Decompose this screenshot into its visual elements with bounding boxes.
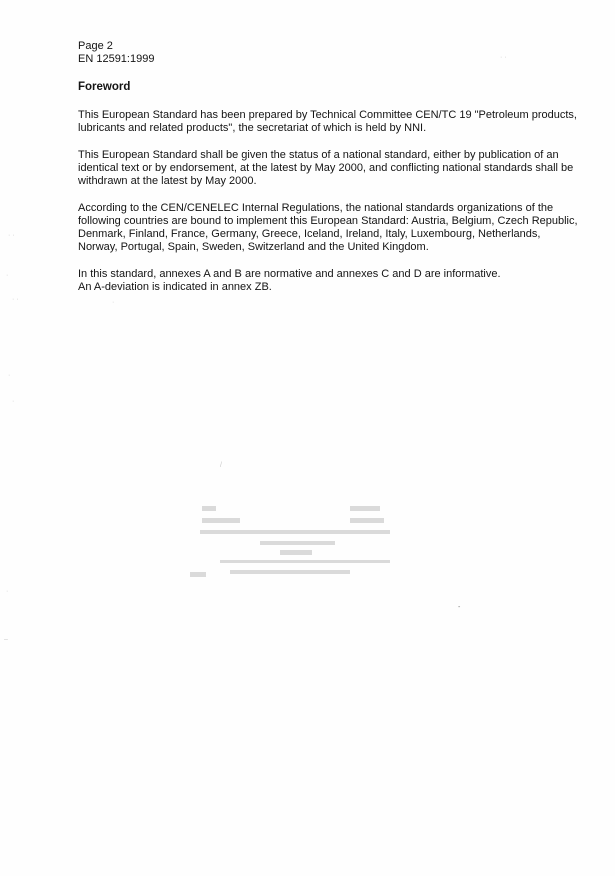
scan-speck: - — [458, 604, 461, 611]
foreword-paragraph-2: This European Standard shall be given the status of a national standard, either by publication of an identical text or by endorsement, at the latest by May 2000, and conflicting national standards shall be withdrawn at the latest by May 2000. — [78, 149, 574, 187]
scan-speck: · — [12, 398, 15, 405]
section-heading: Foreword — [78, 81, 131, 93]
scan-speck: · · — [8, 232, 15, 239]
scan-speck: · — [6, 588, 9, 595]
standard-number: EN 12591:1999 — [78, 53, 155, 65]
scan-speck: – — [4, 636, 8, 643]
annexes-statement: In this standard, annexes A and B are normative and annexes C and D are informative. — [78, 268, 501, 280]
scan-speck: · · — [500, 54, 507, 61]
scan-speck: · — [8, 372, 11, 379]
deviation-statement: An A-deviation is indicated in annex ZB. — [78, 281, 272, 293]
page-number: Page 2 — [78, 40, 113, 52]
scan-speck: · — [6, 272, 9, 279]
foreword-paragraph-4 — [78, 268, 578, 294]
foreword-paragraph-3: According to the CEN/CENELEC Internal Regulations, the national standards organizations of the following countries are bound to implement this European Standard: Austria, Belgium, Czech Republic, Denmark, Finland, France, Germany, Greece, Iceland, Ireland, Italy, Luxembourg, Netherlands, Norway, Portugal, Spain, Sweden, Switzerland and the United Kingdom. — [78, 202, 578, 253]
scan-speck: / — [220, 462, 222, 469]
scan-speck: · — [112, 299, 115, 306]
bleed-through-stamp — [190, 500, 405, 586]
page-header — [78, 40, 154, 66]
foreword-paragraph-1: This European Standard has been prepared by Technical Committee CEN/TC 19 "Petroleum products, lubricants and related products", the secretariat of which is held by NNI. — [78, 109, 577, 134]
scan-speck: · · — [12, 296, 19, 303]
